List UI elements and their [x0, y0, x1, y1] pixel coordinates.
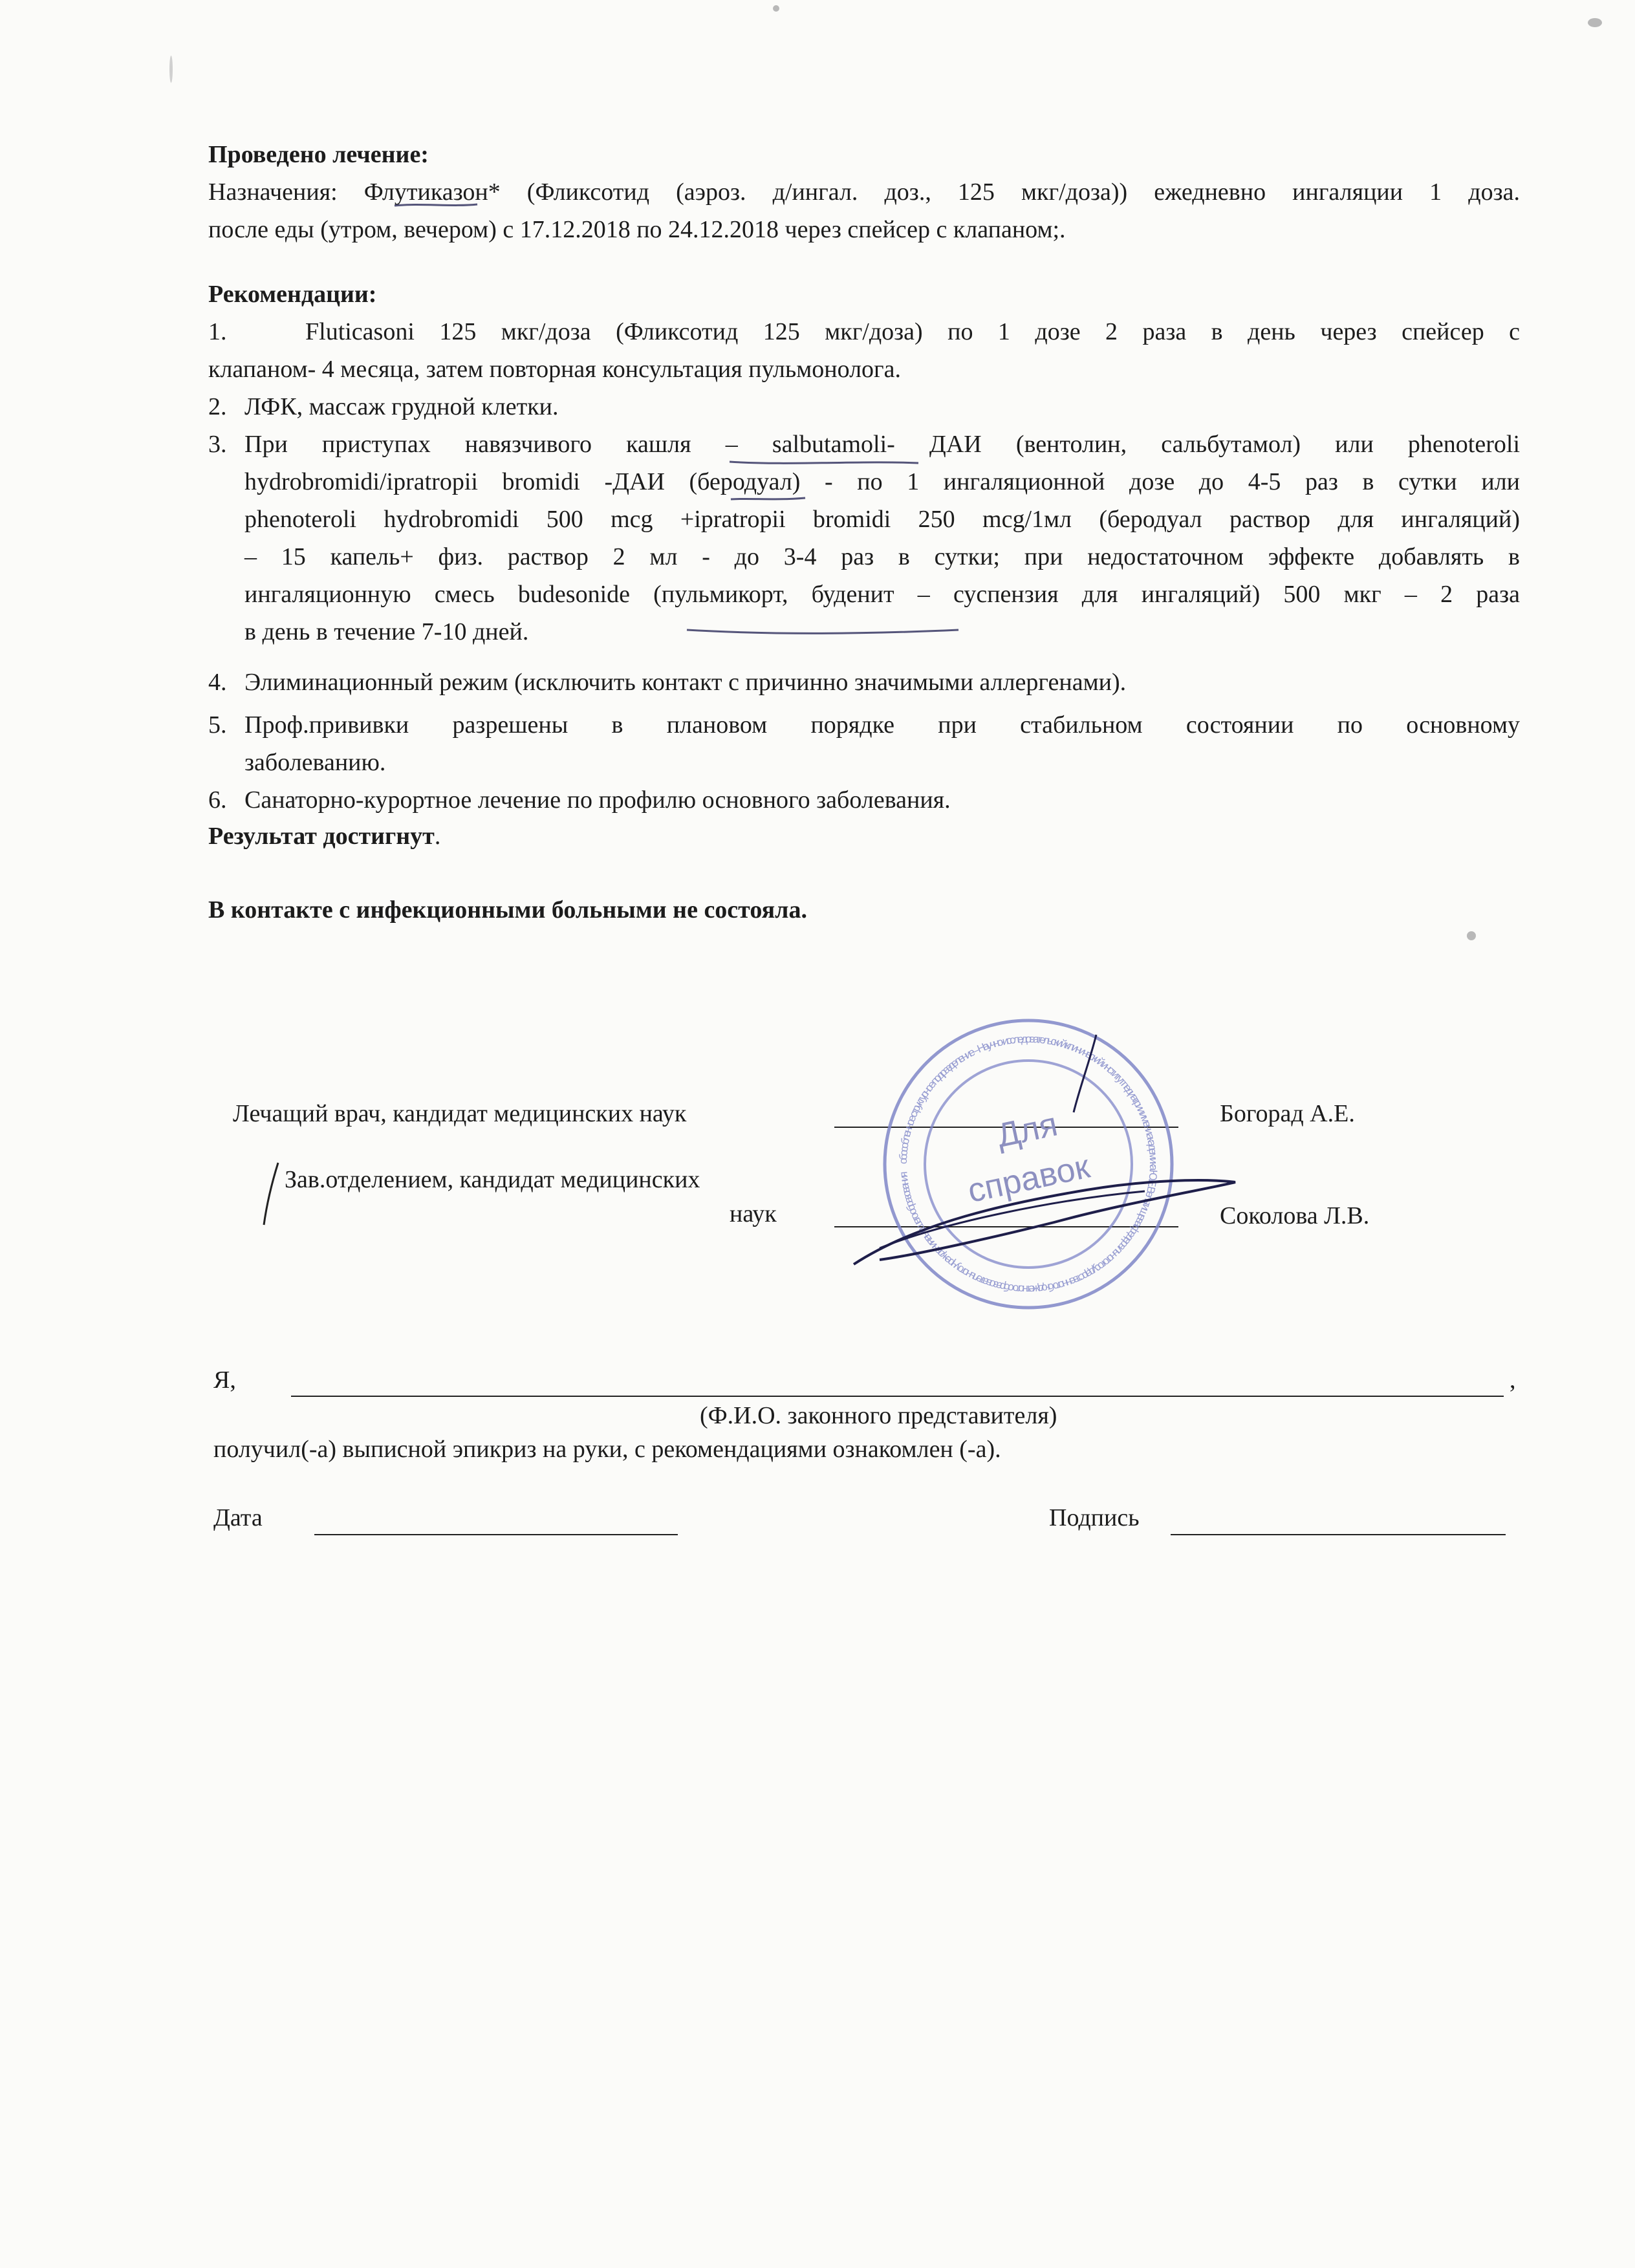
- fio-comma: ,: [1510, 1366, 1516, 1394]
- fio-caption: (Ф.И.О. законного представителя): [700, 1402, 1057, 1429]
- rec-4-line-1: Элиминационный режим (исключить контакт с причинно значимыми аллергенами).: [244, 669, 1127, 696]
- rec-5-line-1: Проф.прививки разрешены в плановом порядке при стабильном состоянии по основному: [244, 711, 1520, 739]
- stamp-text-line-2: справок: [964, 1147, 1093, 1211]
- handwritten-signature: [841, 1009, 1294, 1280]
- treatment-heading: Проведено лечение:: [208, 141, 429, 168]
- ya-label: Я,: [213, 1366, 236, 1394]
- rec-number: 4.: [208, 669, 227, 696]
- rec-3-line-1: При приступах навязчивого кашля – salbutamoli- ДАИ (вентолин, сальбутамол) или phenoteroli: [244, 431, 1520, 458]
- rec-3-line-3: phenoteroli hydrobromidi 500 mcg +ipratropii bromidi 250 mcg/1мл (беродуал раствор для ингаляций): [244, 506, 1520, 533]
- rec-number: 1.: [208, 318, 227, 345]
- result-dot: .: [434, 823, 441, 850]
- doctor-name: Богорад А.Е.: [1220, 1100, 1355, 1127]
- date-label: Дата: [213, 1504, 263, 1531]
- pen-underline-marks: [0, 0, 1635, 647]
- handwritten-mark: [252, 1158, 291, 1229]
- signature-line: [1171, 1534, 1506, 1535]
- head-name: Соколова Л.В.: [1220, 1202, 1370, 1229]
- treatment-line-2: после еды (утром, вечером) с 17.12.2018 по 24.12.2018 через спейсер с клапаном;.: [208, 216, 1066, 243]
- result-text: Результат достигнут: [208, 823, 435, 850]
- rec-6-line-1: Санаторно-курортное лечение по профилю основного заболевания.: [244, 786, 951, 814]
- rec-5-line-2: заболеванию.: [244, 749, 386, 776]
- rec-number: 3.: [208, 431, 227, 458]
- received-text: получил(-а) выписной эпикриз на руки, с рекомендациями ознакомлен (-а).: [213, 1436, 1001, 1463]
- rec-3-line-4: – 15 капель+ физ. раствор 2 мл - до 3-4 раз в сутки; при недостаточном эффекте добавлять в: [244, 543, 1520, 570]
- rec-number: 6.: [208, 786, 227, 814]
- head-label-1: Зав.отделением, кандидат медицинских: [285, 1166, 700, 1193]
- rec-1-line-2: клапаном- 4 месяца, затем повторная консультация пульмонолога.: [208, 356, 901, 383]
- rec-number: 5.: [208, 711, 227, 739]
- head-label-2: наук: [730, 1200, 777, 1227]
- signature-label: Подпись: [1049, 1504, 1140, 1531]
- contact-note: В контакте с инфекционными больными не состояла.: [208, 896, 807, 923]
- recommendations-heading: Рекомендации:: [208, 281, 377, 308]
- doctor-label: Лечащий врач, кандидат медицинских наук: [233, 1100, 687, 1127]
- rec-number: 2.: [208, 393, 227, 420]
- stamp-text-line-1: Для: [993, 1105, 1061, 1155]
- result-line: [208, 817, 440, 855]
- scan-speck: [1467, 931, 1476, 940]
- date-line: [314, 1534, 678, 1535]
- rec-1-line-1: Fluticasoni 125 мкг/доза (Фликсотид 125 мкг/доза) по 1 дозе 2 раза в день через спейсер с: [305, 318, 1520, 345]
- rec-3-line-6: в день в течение 7-10 дней.: [244, 618, 529, 645]
- rec-3-line-5: ингаляционную смесь budesonide (пульмикорт, буденит – суспензия для ингаляций) 500 мкг – 2 раза: [244, 581, 1520, 608]
- treatment-line-1: Назначения: Флутиказон* (Фликсотид (аэроз. д/ингал. доз., 125 мкг/доза)) ежедневно ингаляции 1 доза.: [208, 178, 1520, 206]
- rec-3-line-2: hydrobromidi/ipratropii bromidi -ДАИ (беродуал) - по 1 ингаляционной дозе до 4-5 раз в сутки или: [244, 468, 1520, 495]
- pen-underline-marks: [0, 582, 1635, 711]
- rec-2-line-1: ЛФК, массаж грудной клетки.: [244, 393, 559, 420]
- stamp-ring-text: обособленное структурное подразделение – Научно-исследовательский клинический институт педиатрии имени академика Ю.Е. Вельтищева федерального государственного бюджетного образовательного учреждения высшего образования: [896, 1032, 1160, 1296]
